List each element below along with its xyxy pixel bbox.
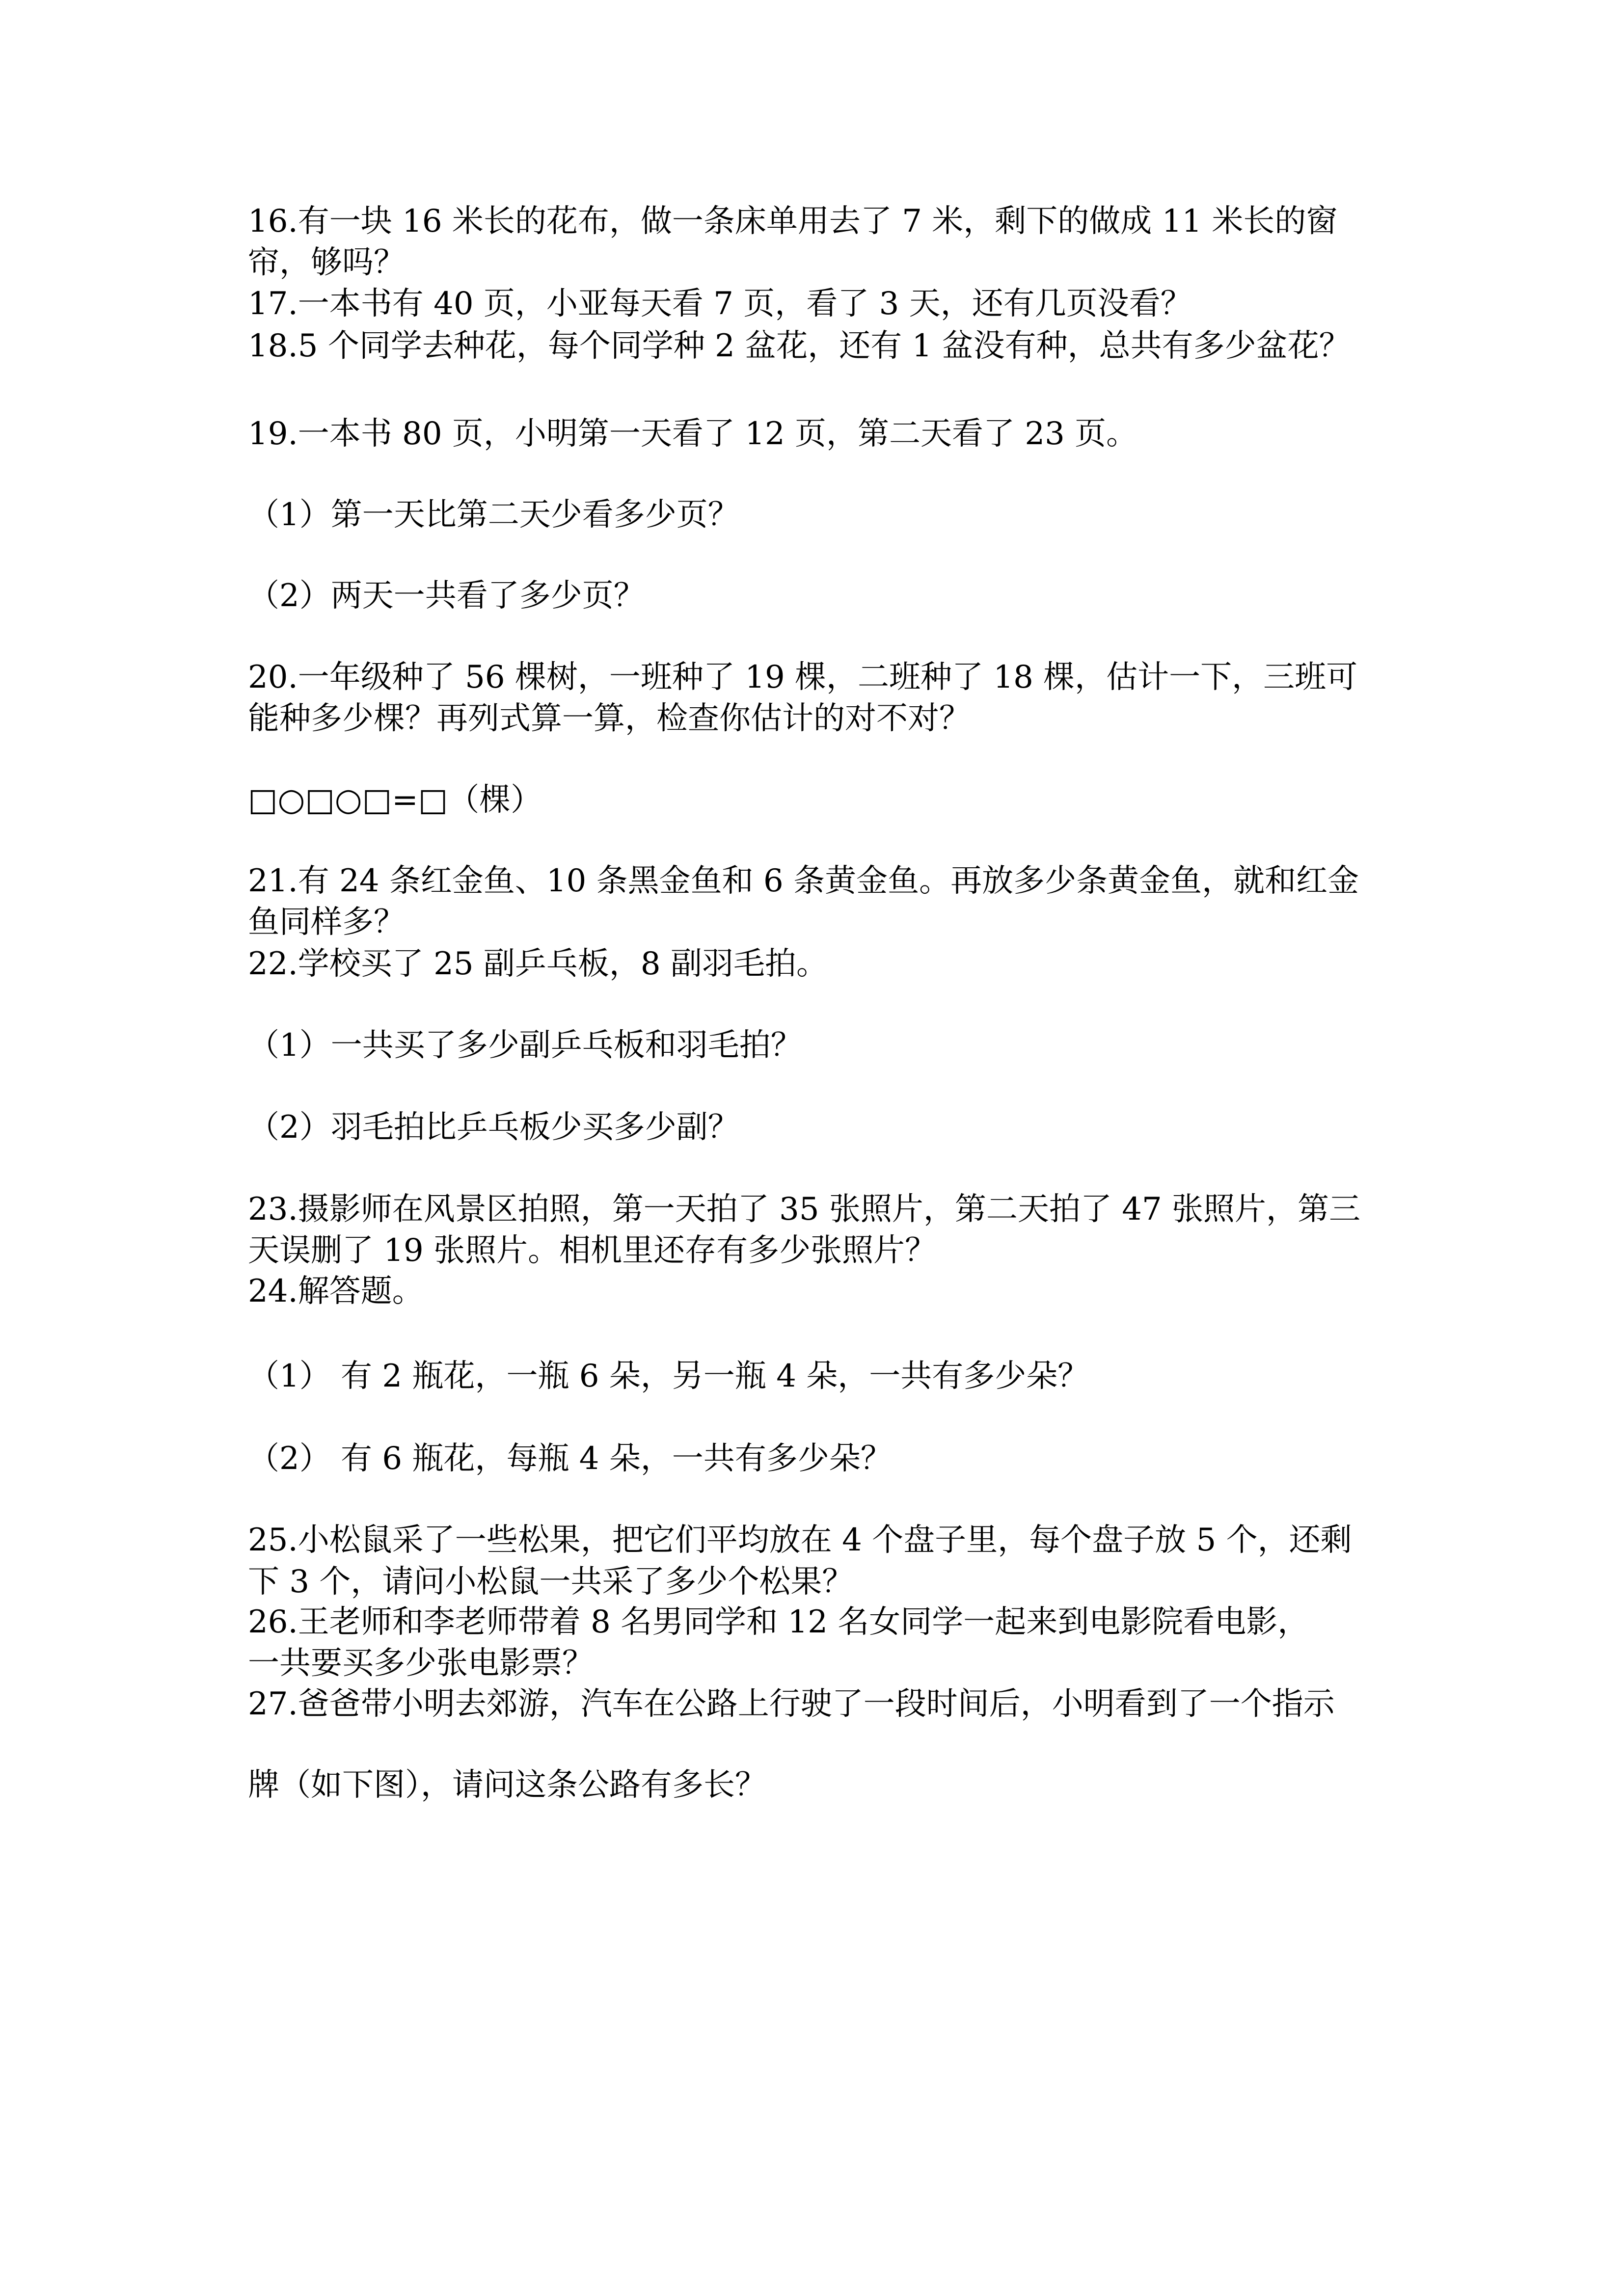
question-20-line-2: 能种多少棵？再列式算一算，检查你估计的对不对？ — [248, 700, 971, 737]
question-17: 17.一本书有 40 页，小亚每天看 7 页，看了 3 天，还有几页没看？ — [248, 286, 1192, 322]
question-22-part-1: （1）一共买了多少副乒乓板和羽毛拍？ — [248, 1027, 802, 1064]
question-19-part-1: （1）第一天比第二天少看多少页？ — [248, 497, 739, 533]
question-25-line-1: 25.小松鼠采了一些松果，把它们平均放在 4 个盘子里，每个盘子放 5 个，还剩 — [248, 1522, 1352, 1558]
question-16-line-2: 帘，够吗？ — [248, 244, 405, 281]
question-21-line-2: 鱼同样多？ — [248, 904, 405, 940]
question-24-part-2: （2） 有 6 瓶花，每瓶 4 朵，一共有多少朵？ — [248, 1441, 892, 1477]
question-20-line-1: 20.一年级种了 56 棵树，一班种了 19 棵，二班种了 18 棵，估计一下，三班可 — [248, 659, 1358, 695]
question-18: 18.5 个同学去种花，每个同学种 2 盆花，还有 1 盆没有种，总共有多少盆花？ — [248, 328, 1351, 364]
question-26-line-2: 一共要买多少张电影票？ — [248, 1645, 594, 1682]
question-22: 22.学校买了 25 副乒乓板，8 副羽毛拍。 — [248, 946, 828, 982]
question-27-line-1: 27.爸爸带小明去郊游，汽车在公路上行驶了一段时间后，小明看到了一个指示 — [248, 1686, 1335, 1722]
question-24: 24.解答题。 — [248, 1273, 424, 1309]
question-19: 19.一本书 80 页，小明第一天看了 12 页，第二天看了 23 页。 — [248, 416, 1138, 452]
question-23-line-2: 天误删了 19 张照片。相机里还存有多少张照片？ — [248, 1232, 937, 1269]
question-21-line-1: 21.有 24 条红金鱼、10 条黑金鱼和 6 条黄金鱼。再放多少条黄金鱼，就和红金 — [248, 863, 1359, 899]
question-26-line-1: 26.王老师和李老师带着 8 名男同学和 12 名女同学一起来到电影院看电影， — [248, 1604, 1309, 1640]
question-22-part-2: （2）羽毛拍比乒乓板少买多少副？ — [248, 1109, 739, 1146]
question-24-part-1: （1） 有 2 瓶花，一瓶 6 朵，另一瓶 4 朵，一共有多少朵？ — [248, 1358, 1089, 1394]
question-20-formula: □○□○□=□（棵） — [248, 782, 542, 818]
question-27-line-2: 牌（如下图），请问这条公路有多长？ — [248, 1767, 766, 1803]
question-23-line-1: 23.摄影师在风景区拍照，第一天拍了 35 张照片，第二天拍了 47 张照片，第三 — [248, 1191, 1361, 1228]
question-16-line-1: 16.有一块 16 米长的花布，做一条床单用去了 7 米，剩下的做成 11 米长的窗 — [248, 203, 1338, 240]
question-25-line-2: 下 3 个，请问小松鼠一共采了多少个松果？ — [248, 1564, 854, 1600]
question-19-part-2: （2）两天一共看了多少页？ — [248, 578, 645, 614]
